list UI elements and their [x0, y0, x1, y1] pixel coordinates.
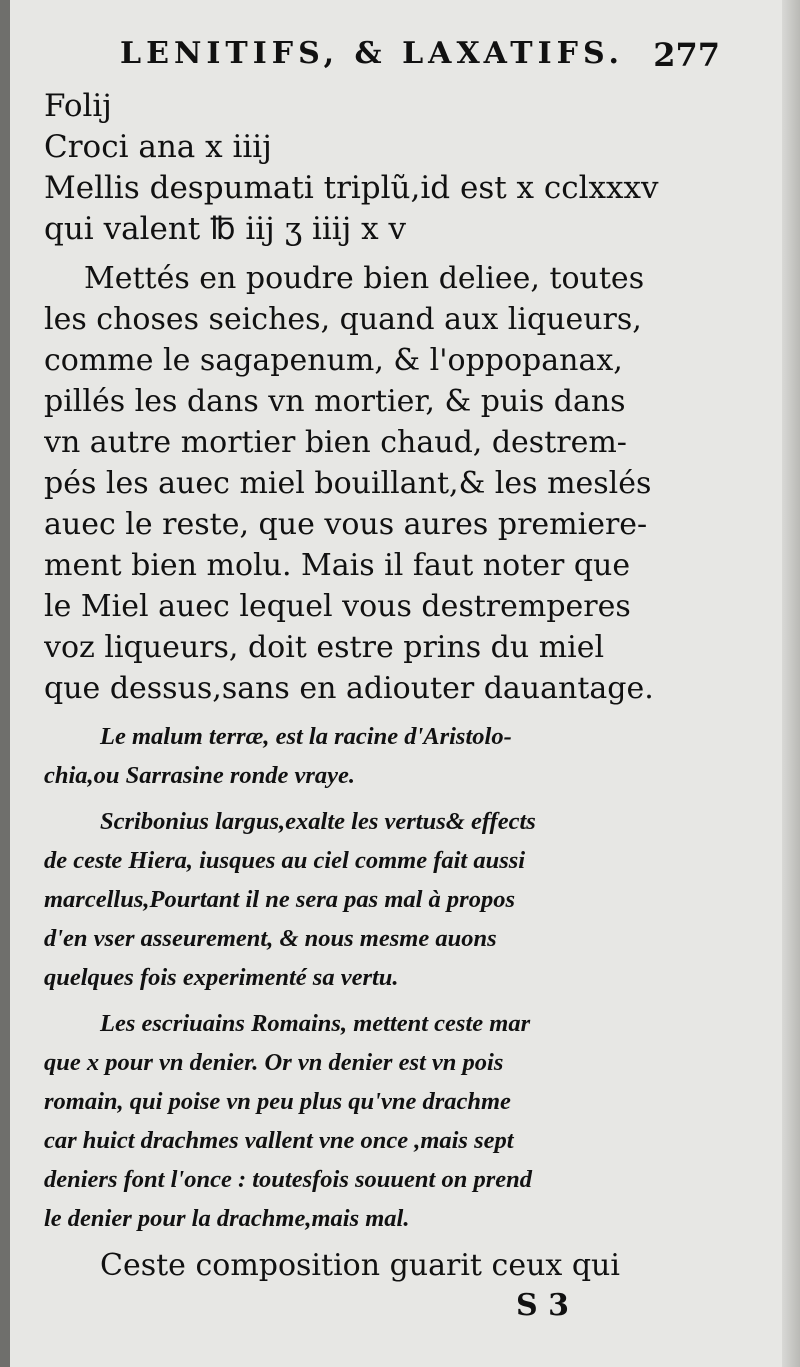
running-title: LENITIFS, & LAXATIFS. — [120, 36, 624, 71]
note-line: Les escriuains Romains, mettent ceste mar — [100, 1010, 531, 1037]
page-edge-right — [782, 0, 800, 1367]
recipe-lines — [44, 86, 756, 250]
page-footer — [0, 1288, 800, 1328]
page-shadow-left — [0, 0, 10, 1367]
note-line: romain, qui poise vn peu plus qu'vne drachme — [44, 1088, 511, 1115]
paragraph-line: comme le sagapenum, & l'oppopanax, — [44, 343, 623, 378]
paragraph-main — [44, 258, 756, 709]
paragraph-line: pillés les dans vn mortier, & puis dans — [44, 384, 626, 419]
signature-mark: S 3 — [516, 1288, 569, 1323]
note-line: marcellus,Pourtant il ne sera pas mal à propos — [44, 886, 516, 913]
paragraph-line: que dessus,sans en adiouter dauantage. — [44, 671, 654, 706]
paragraph-line: Mettés en poudre bien deliee, toutes — [84, 261, 645, 296]
paragraph-line: ment bien molu. Mais il faut noter que — [44, 548, 631, 583]
paragraph-line: vn autre mortier bien chaud, destrem- — [44, 425, 627, 460]
paragraph-continuation — [44, 1245, 756, 1286]
recipe-line: qui valent ℔ iij ʒ iiij x v — [44, 211, 407, 247]
note-line: car huict drachmes vallent vne once ,mais sept — [44, 1127, 514, 1154]
note-malum-terrae — [44, 717, 756, 795]
recipe-line: Folij — [44, 88, 112, 124]
note-line: quelques fois experimenté sa vertu. — [44, 964, 399, 991]
note-line: de ceste Hiera, iusques au ciel comme fait aussi — [44, 847, 526, 874]
text-block — [44, 86, 756, 1294]
paragraph-line: voz liqueurs, doit estre prins du miel — [44, 630, 605, 665]
paragraph-line: Ceste composition guarit ceux qui — [100, 1248, 620, 1283]
note-line: chia,ou Sarrasine ronde vraye. — [44, 762, 356, 789]
note-line: le denier pour la drachme,mais mal. — [44, 1205, 410, 1232]
paragraph-line: les choses seiches, quand aux liqueurs, — [44, 302, 642, 337]
page-header — [120, 36, 720, 76]
paragraph-line: le Miel auec lequel vous destremperes — [44, 589, 631, 624]
recipe-line: Croci ana x iiij — [44, 129, 272, 165]
note-line: que x pour vn denier. Or vn denier est vn pois — [44, 1049, 504, 1076]
note-line: Le malum terræ, est la racine d'Aristolo- — [100, 723, 512, 750]
page-number: 277 — [653, 36, 720, 74]
recipe-line: Mellis despumati triplũ,id est x cclxxxv — [44, 170, 659, 206]
note-line: Scribonius largus,exalte les vertus& effects — [100, 808, 536, 835]
note-line: deniers font l'once : toutesfois souuent on prend — [44, 1166, 533, 1193]
paragraph-line: auec le reste, que vous aures premiere- — [44, 507, 648, 542]
note-scribonius — [44, 802, 756, 997]
note-denier — [44, 1004, 756, 1238]
note-line: d'en vser asseurement, & nous mesme auons — [44, 925, 497, 952]
paragraph-line: pés les auec miel bouillant,& les meslés — [44, 466, 652, 501]
